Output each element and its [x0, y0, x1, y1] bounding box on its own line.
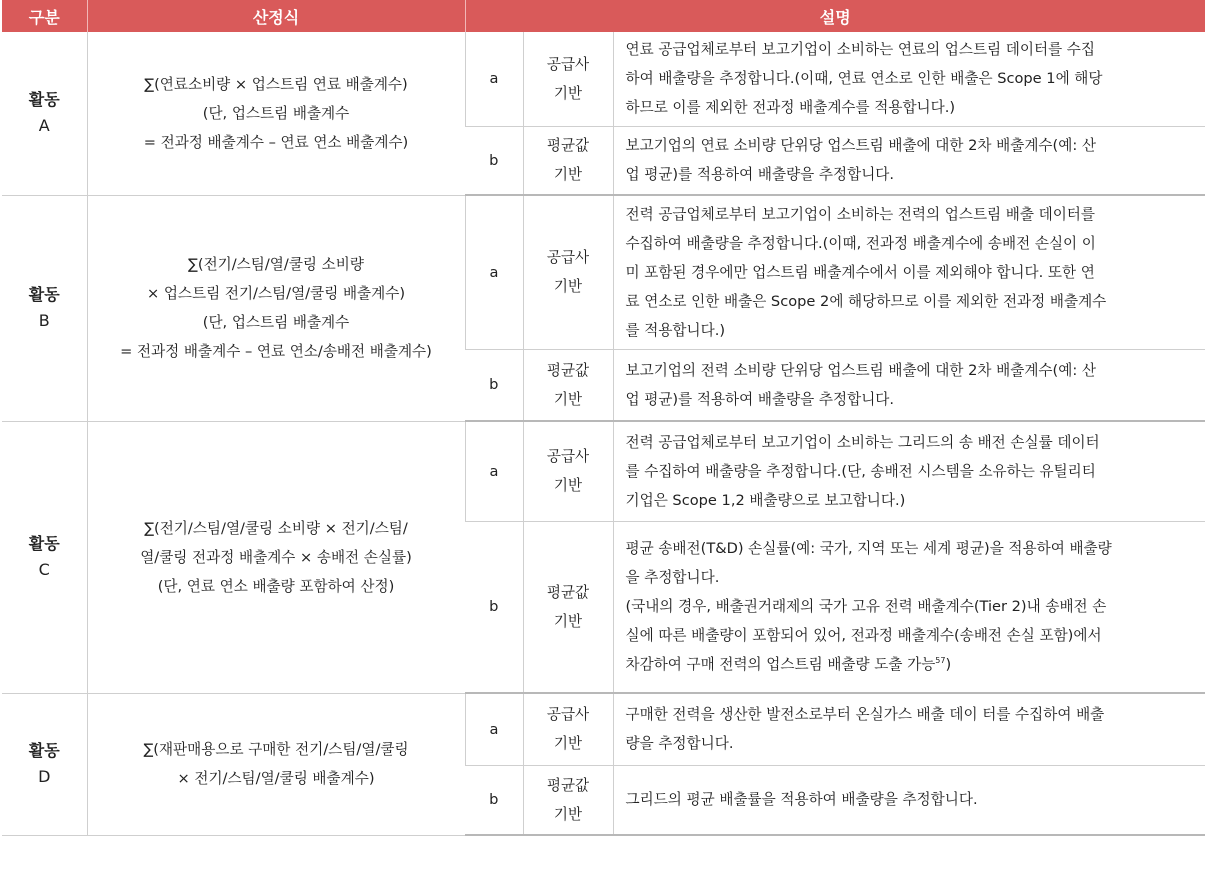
sub-letter: b [465, 521, 523, 693]
formula-line: ∑(연료소비량 × 업스트림 연료 배출계수) [144, 75, 408, 93]
basis-line: 공급사 [546, 249, 590, 267]
basis-line: 평균값 [546, 137, 590, 155]
desc-line: 료 연소로 인한 배출은 Scope 2에 해당하므로 이를 제외한 전과정 배출계수 [625, 292, 1107, 310]
formula-line: ∑(전기/스팀/열/쿨링 소비량 × 전기/스팀/ [144, 519, 408, 537]
activity-label [2, 421, 87, 693]
formula-line: = 전과정 배출계수 – 연료 연소 배출계수) [143, 133, 409, 151]
desc-line: 보고기업의 연료 소비량 단위당 업스트림 배출에 대한 2차 배출계수(예: 산 [625, 137, 1096, 155]
desc-line-text: 차감하여 구매 전력의 업스트림 배출량 도출 가능 [625, 656, 936, 674]
desc-line: 업 평균)를 적용하여 배출량을 추정합니다. [625, 390, 895, 408]
basis-cell [523, 765, 613, 835]
basis-cell [523, 195, 613, 349]
basis-line: 기반 [553, 278, 583, 296]
desc-line: 을 추정합니다. [625, 569, 720, 587]
table-row [2, 195, 1205, 349]
description-cell [613, 126, 1205, 195]
formula-line: (단, 업스트림 배출계수 [202, 104, 350, 122]
desc-line: 하므로 이를 제외한 전과정 배출계수를 적용합니다.) [625, 99, 956, 117]
basis-line: 기반 [553, 477, 583, 495]
desc-line: 를 적용합니다.) [625, 321, 726, 339]
desc-line: 구매한 전력을 생산한 발전소로부터 온실가스 배출 데이 터를 수집하여 배출 [625, 706, 1105, 724]
desc-line [626, 650, 1196, 679]
formula-line: × 업스트림 전기/스팀/열/쿨링 배출계수) [146, 285, 406, 302]
table-row [2, 693, 1205, 765]
formula-cell [87, 421, 465, 693]
desc-line: 업 평균)를 적용하여 배출량을 추정합니다. [625, 166, 895, 184]
table-row [2, 32, 1205, 126]
footnote-marker: 57 [935, 656, 946, 666]
header-gubun: 구분 [2, 0, 87, 32]
basis-line: 평균값 [546, 361, 590, 379]
activity-word: 활동 [28, 285, 60, 304]
desc-line: 를 수집하여 배출량을 추정합니다.(단, 송배전 시스템을 소유하는 유틸리티 [625, 462, 1096, 480]
formula-cell [87, 195, 465, 421]
basis-line: 기반 [553, 735, 583, 753]
description-cell [613, 32, 1205, 126]
basis-cell [523, 521, 613, 693]
basis-cell [523, 693, 613, 765]
desc-line: 보고기업의 전력 소비량 단위당 업스트림 배출에 대한 2차 배출계수(예: 산 [625, 361, 1096, 379]
activity-label [2, 32, 87, 195]
sub-letter: a [465, 32, 523, 126]
basis-line: 평균값 [546, 776, 590, 794]
basis-cell [523, 421, 613, 521]
desc-line: (국내의 경우, 배출권거래제의 국가 고유 전력 배출계수(Tier 2)내 송배전 손 [625, 598, 1107, 616]
sub-letter: a [465, 195, 523, 349]
formula-line: (단, 연료 연소 배출량 포함하여 산정) [157, 577, 395, 595]
activity-code: C [38, 560, 50, 579]
formula-line: (단, 업스트림 배출계수 [202, 314, 350, 331]
desc-line: 수집하여 배출량을 추정합니다.(이때, 전과정 배출계수에 송배전 손실이 이 [625, 234, 1096, 252]
sub-letter: a [465, 693, 523, 765]
formula-line: 열/쿨링 전과정 배출계수 × 송배전 손실률) [140, 548, 412, 566]
basis-line: 공급사 [546, 55, 590, 73]
activity-word: 활동 [28, 90, 60, 110]
sub-letter: b [465, 349, 523, 421]
formula-cell [87, 32, 465, 195]
desc-line: 그리드의 평균 배출률을 적용하여 배출량을 추정합니다. [625, 791, 978, 809]
activity-code: D [38, 767, 51, 786]
formula-line: × 전기/스팀/열/쿨링 배출계수) [177, 770, 375, 787]
basis-line: 공급사 [546, 706, 590, 724]
formula-cell [87, 693, 465, 835]
description-cell [613, 421, 1205, 521]
activity-code: B [38, 311, 50, 330]
activity-word: 활동 [28, 534, 60, 553]
header-formula: 산정식 [87, 0, 465, 32]
basis-cell [523, 126, 613, 195]
table-header-row [2, 0, 1205, 32]
sub-letter: a [465, 421, 523, 521]
desc-line: 미 포함된 경우에만 업스트림 배출계수에서 이를 제외해야 합니다. 또한 연 [625, 263, 1095, 281]
basis-line: 기반 [553, 805, 583, 823]
description-cell [613, 521, 1205, 693]
basis-line: 기반 [553, 390, 583, 408]
basis-line: 공급사 [546, 448, 590, 466]
activity-label [2, 693, 87, 835]
activity-word: 활동 [28, 741, 60, 760]
desc-line: 실에 따른 배출량이 포함되어 있어, 전과정 배출계수(송배전 손실 포함)에서 [625, 627, 1102, 645]
desc-line: 전력 공급업체로부터 보고기업이 소비하는 그리드의 송 배전 손실률 데이터 [625, 433, 1100, 451]
sub-letter: b [465, 126, 523, 195]
formula-line: ∑(전기/스팀/열/쿨링 소비량 [188, 256, 364, 273]
desc-line: 기업은 Scope 1,2 배출량으로 보고합니다.) [625, 491, 906, 509]
desc-line-tail: ) [945, 656, 952, 674]
description-cell [613, 765, 1205, 835]
basis-cell [523, 349, 613, 421]
desc-line: 연료 공급업체로부터 보고기업이 소비하는 연료의 업스트림 데이터를 수집 [625, 41, 1095, 59]
sub-letter: b [465, 765, 523, 835]
basis-cell [523, 32, 613, 126]
emission-method-table [2, 0, 1205, 836]
description-cell [613, 349, 1205, 421]
desc-line: 하여 배출량을 추정합니다.(이때, 연료 연소로 인한 배출은 Scope 1에 해당 [625, 70, 1103, 88]
basis-line: 기반 [553, 612, 583, 630]
description-cell [613, 195, 1205, 349]
desc-line: 전력 공급업체로부터 보고기업이 소비하는 전력의 업스트림 배출 데이터를 [625, 205, 1095, 223]
table-row [2, 421, 1205, 521]
desc-line: 량을 추정합니다. [625, 735, 734, 753]
formula-line: = 전과정 배출계수 – 연료 연소/송배전 배출계수) [120, 343, 432, 360]
desc-line: 평균 송배전(T&D) 손실률(예: 국가, 지역 또는 세계 평균)을 적용하여 배출량 [625, 540, 1112, 558]
formula-line: ∑(재판매용으로 구매한 전기/스팀/열/쿨링 [143, 741, 409, 758]
basis-line: 기반 [553, 166, 583, 184]
header-desc: 설명 [465, 0, 1205, 32]
activity-label [2, 195, 87, 421]
basis-line: 평균값 [546, 583, 590, 601]
description-cell [613, 693, 1205, 765]
activity-code: A [38, 116, 50, 136]
basis-line: 기반 [553, 84, 583, 102]
